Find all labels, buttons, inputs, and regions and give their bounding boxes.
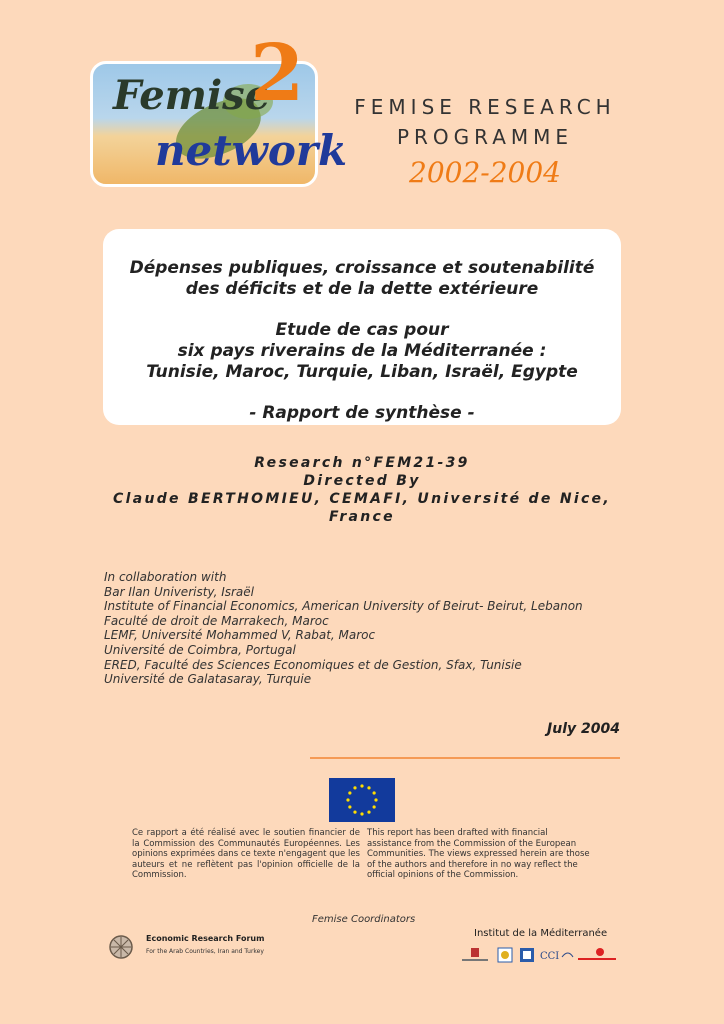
erf-logo-icon [107, 934, 135, 960]
eu-flag-icon [329, 778, 395, 822]
erf-subtitle: For the Arab Countries, Iran and Turkey [146, 948, 264, 955]
research-info [100, 454, 624, 526]
eu-star [374, 798, 377, 801]
programme-line-2: PROGRAMME [396, 125, 574, 149]
coordinators-label: Femise Coordinators [312, 914, 416, 925]
collaboration-intro: In collaboration with [104, 570, 227, 584]
eu-star [353, 786, 356, 789]
eu-star [367, 786, 370, 789]
partner-logo [519, 947, 535, 963]
disclaimer-english: This report has been drafted with financial assistance from the Commission of the European Communities. The views expressed herein are those of the authors and therefore in no way reflect the official opinions of the Commission. [367, 828, 590, 880]
logo-word-network: network [155, 126, 348, 175]
subtitle-line-2: six pays riverains de la Méditerranée : [177, 341, 547, 361]
director-line-2: France [329, 509, 395, 525]
logo-word-femise: Femise [113, 72, 271, 119]
partner-item: Institute of Financial Economics, American University of Beirut- Beirut, Lebanon [104, 599, 583, 614]
title-box [103, 229, 621, 425]
logo-number: 2 [250, 28, 305, 119]
eu-stars-icon [329, 778, 395, 822]
disclaimer-french: Ce rapport a été réalisé avec le soutien financier de la Commission des Communautés Européennes. Les opinions exprimées dans ce texte n'engagent que les auteurs et ne reflètent pas l'opinion officielle de la Commission. [132, 828, 360, 880]
eu-star [360, 784, 363, 787]
research-number: Research n°FEM21-39 [254, 455, 470, 471]
title-line-1: Dépenses publiques, croissance et soutenabilité [129, 258, 595, 278]
programme-line-1: FEMISE RESEARCH [354, 95, 616, 119]
partner-item: LEMF, Université Mohammed V, Rabat, Maroc [104, 628, 376, 643]
directed-by: Directed By [303, 473, 421, 489]
eu-star [360, 812, 363, 815]
subtitle-line-1: Etude de cas pour [275, 320, 449, 340]
partner-logo [576, 947, 618, 963]
director-line-1: Claude BERTHOMIEU, CEMAFI, Université de Nice, [113, 491, 611, 507]
publication-date: July 2004 [547, 721, 620, 737]
partner-logo [497, 947, 513, 963]
partner-logo [540, 947, 574, 963]
eu-star [348, 791, 351, 794]
partner-logo [460, 947, 490, 963]
imed-label: Institut de la Méditerranée [474, 928, 608, 939]
divider [310, 757, 620, 759]
partner-item: Université de Galatasaray, Turquie [104, 672, 312, 687]
partner-item: Université de Coimbra, Portugal [104, 642, 296, 657]
eu-star [367, 811, 370, 814]
programme-years: 2002-2004 [409, 156, 561, 189]
eu-star [373, 805, 376, 808]
partner-item: Faculté de droit de Marrakech, Maroc [104, 613, 329, 628]
eu-star [346, 798, 349, 801]
subtitle-line-3: Tunisie, Maroc, Turquie, Liban, Israël, Egypte [146, 362, 578, 382]
eu-star [348, 805, 351, 808]
programme-heading [340, 92, 630, 152]
partner-item: ERED, Faculté des Sciences Economiques et de Gestion, Sfax, Tunisie [104, 657, 522, 672]
eu-star [353, 811, 356, 814]
partner-item: Bar Ilan Univeristy, Israël [104, 584, 255, 599]
report-type: - Rapport de synthèse - [249, 403, 475, 423]
svg-text:CCI: CCI [540, 951, 560, 962]
title-line-2: des déficits et de la dette extérieure [185, 279, 539, 299]
collaboration-list [104, 570, 583, 687]
eu-star [373, 791, 376, 794]
erf-name: Economic Research Forum [146, 934, 265, 943]
